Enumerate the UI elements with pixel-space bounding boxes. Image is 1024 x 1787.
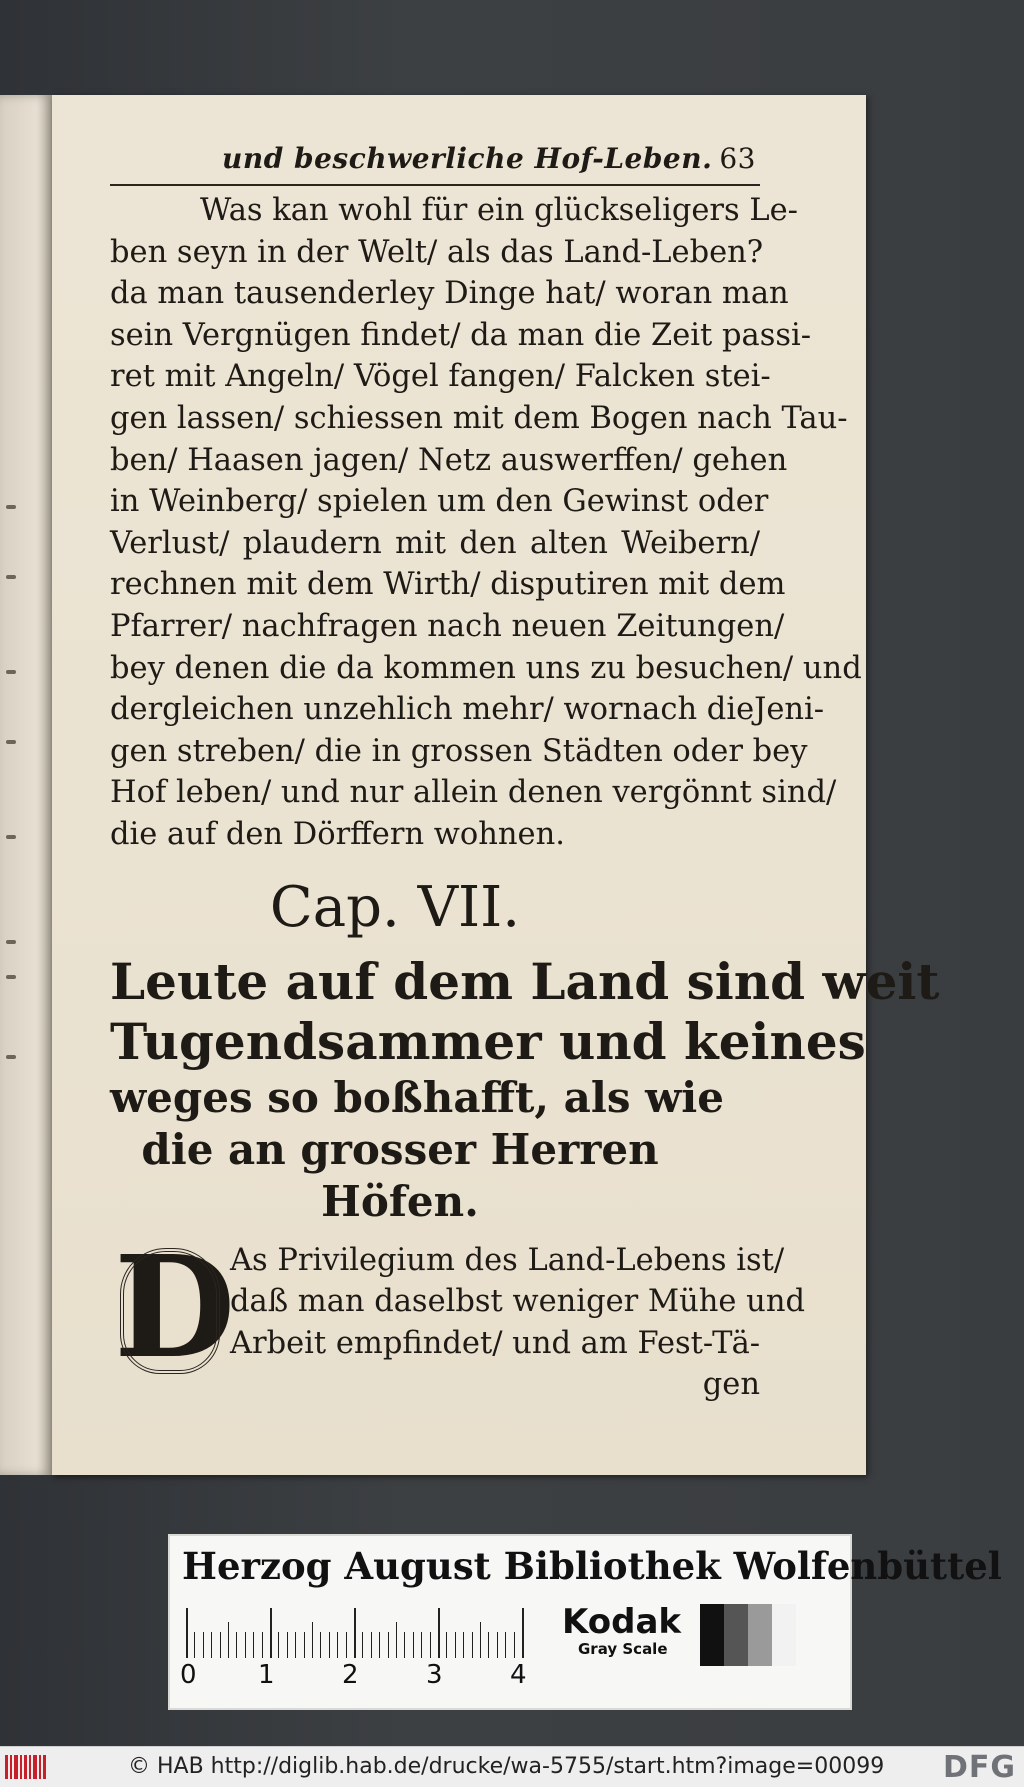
heading-line: Tugendsammer und keines (110, 1011, 866, 1071)
body-text (110, 190, 862, 856)
catchword: gen (702, 1367, 760, 1403)
text-line: die auf den Dörffern wohnen. (110, 816, 565, 852)
edge-mark (6, 1055, 16, 1059)
ruler-tick (488, 1632, 489, 1658)
gray-swatch (748, 1604, 772, 1666)
ruler-tick (430, 1632, 431, 1658)
chapter-heading (110, 951, 940, 1228)
book-page (52, 95, 940, 1475)
text-line: ret mit Angeln/ Vögel fangen/ Falcken stei- (110, 359, 771, 395)
gray-scale-swatches (700, 1604, 796, 1666)
ruler-tick (514, 1632, 515, 1658)
ruler-tick (228, 1622, 229, 1658)
heading-line: die an grosser Herren (141, 1124, 659, 1174)
ruler-tick (379, 1632, 380, 1658)
heading-line: weges so boßhafft, als wie (110, 1072, 724, 1122)
dfg-logo: DFG (942, 1750, 1016, 1785)
edge-mark (6, 835, 16, 839)
ruler-tick (295, 1632, 296, 1658)
running-head-title: und beschwerliche Hof-Leben. (222, 142, 713, 175)
text-line: da man tausenderley Dinge hat/ woran man (110, 276, 789, 312)
text-line: Verlust/ plaudern mit den alten Weibern/ (110, 525, 760, 561)
scale-ruler (186, 1608, 536, 1658)
ruler-tick (320, 1632, 321, 1658)
kodak-subtitle: Gray Scale (578, 1640, 668, 1658)
library-name: Herzog August Bibliothek Wolfenbüttel (182, 1544, 1002, 1588)
text-line: gen streben/ die in grossen Städten oder bey (110, 733, 808, 769)
ruler-tick (371, 1632, 372, 1658)
page-number: 63 (719, 142, 756, 175)
edge-mark (6, 670, 16, 674)
heading-line: Leute auf dem Land sind weit (110, 951, 940, 1011)
ruler-tick (472, 1632, 473, 1658)
barcode-icon (4, 1753, 48, 1781)
ruler-tick (186, 1608, 188, 1658)
ruler-tick (446, 1632, 447, 1658)
ruler-tick (287, 1632, 288, 1658)
text-line: gen lassen/ schiessen mit dem Bogen nach Tau- (110, 400, 848, 436)
ruler-tick (388, 1632, 389, 1658)
ruler-tick (194, 1632, 195, 1658)
ruler-tick (362, 1632, 363, 1658)
ruler-tick (438, 1608, 440, 1658)
heading-line: Höfen. (321, 1176, 479, 1226)
text-line: sein Vergnügen findet/ da man die Zeit passi- (110, 317, 812, 353)
gray-swatch (724, 1604, 748, 1666)
copyright-link[interactable]: © HAB http://diglib.hab.de/drucke/wa-5755/start.htm?image=00099 (128, 1754, 885, 1779)
text-line: ben/ Haasen jagen/ Netz auswerffen/ gehen (110, 442, 788, 478)
text-line: bey denen die da kommen uns zu besuchen/ und (110, 650, 862, 686)
ruler-tick (346, 1632, 347, 1658)
footer-bar (0, 1746, 1024, 1787)
ruler-tick (522, 1608, 524, 1658)
ruler-tick (262, 1632, 263, 1658)
ruler-tick (497, 1632, 498, 1658)
edge-mark (6, 975, 16, 979)
text-line: As Privilegium des Land-Lebens ist/ (230, 1242, 785, 1278)
ruler-tick (203, 1632, 204, 1658)
previous-page-edge (0, 95, 52, 1475)
ruler-tick (236, 1632, 237, 1658)
ruler-tick (413, 1632, 414, 1658)
chapter-number: Cap. VII. (269, 874, 521, 940)
text-line: Arbeit empfindet/ und am Fest-Tä- (230, 1325, 761, 1361)
ruler-tick (253, 1632, 254, 1658)
gray-swatch (772, 1604, 796, 1666)
text-line: Hof leben/ und nur allein denen vergönnt sind/ (110, 775, 837, 811)
text-line: daß man daselbst weniger Mühe und (230, 1284, 805, 1320)
ruler-tick (505, 1632, 506, 1658)
ruler-tick (245, 1632, 246, 1658)
edge-mark (6, 575, 16, 579)
text-line: dergleichen unzehlich mehr/ wornach dieJeni- (110, 692, 825, 728)
ruler-tick (220, 1632, 221, 1658)
ruler-tick (337, 1632, 338, 1658)
text-line: ben seyn in der Welt/ als das Land-Leben? (110, 234, 764, 270)
text-line: Pfarrer/ nachfragen nach neuen Zeitungen/ (110, 608, 785, 644)
ruler-tick (455, 1632, 456, 1658)
text-line: rechnen mit dem Wirth/ disputiren mit dem (110, 567, 786, 603)
ruler-tick (463, 1632, 464, 1658)
running-head (110, 140, 760, 186)
ruler-tick (211, 1632, 212, 1658)
ruler-tick (312, 1622, 313, 1658)
ruler-tick (270, 1608, 272, 1658)
gray-swatch (700, 1604, 724, 1666)
ruler-tick (396, 1622, 397, 1658)
edge-mark (6, 940, 16, 944)
ruler-tick (329, 1632, 330, 1658)
ruler-tick (421, 1632, 422, 1658)
ruler-tick (354, 1608, 356, 1658)
text-line: in Weinberg/ spielen um den Gewinst oder (110, 484, 769, 520)
kodak-brand: Kodak (562, 1602, 681, 1642)
ruler-label: 3 (426, 1660, 443, 1690)
ruler-tick (304, 1632, 305, 1658)
ruler-tick (480, 1622, 481, 1658)
ruler-label: 0 (180, 1660, 197, 1690)
ruler-label: 2 (342, 1660, 359, 1690)
ruler-tick (278, 1632, 279, 1658)
color-reference-chart (168, 1534, 1002, 1710)
kodak-label (562, 1604, 681, 1658)
text-line: Was kan wohl für ein glückseligers Le- (200, 193, 798, 228)
ruler-label: 1 (258, 1660, 275, 1690)
decorated-initial: D (114, 1225, 236, 1390)
chapter-paragraph (110, 1225, 805, 1438)
edge-mark (6, 505, 16, 509)
paragraph-lines (230, 1240, 805, 1406)
ruler-label: 4 (510, 1660, 527, 1690)
edge-mark (6, 740, 16, 744)
ruler-tick (404, 1632, 405, 1658)
page-content (110, 140, 940, 1438)
